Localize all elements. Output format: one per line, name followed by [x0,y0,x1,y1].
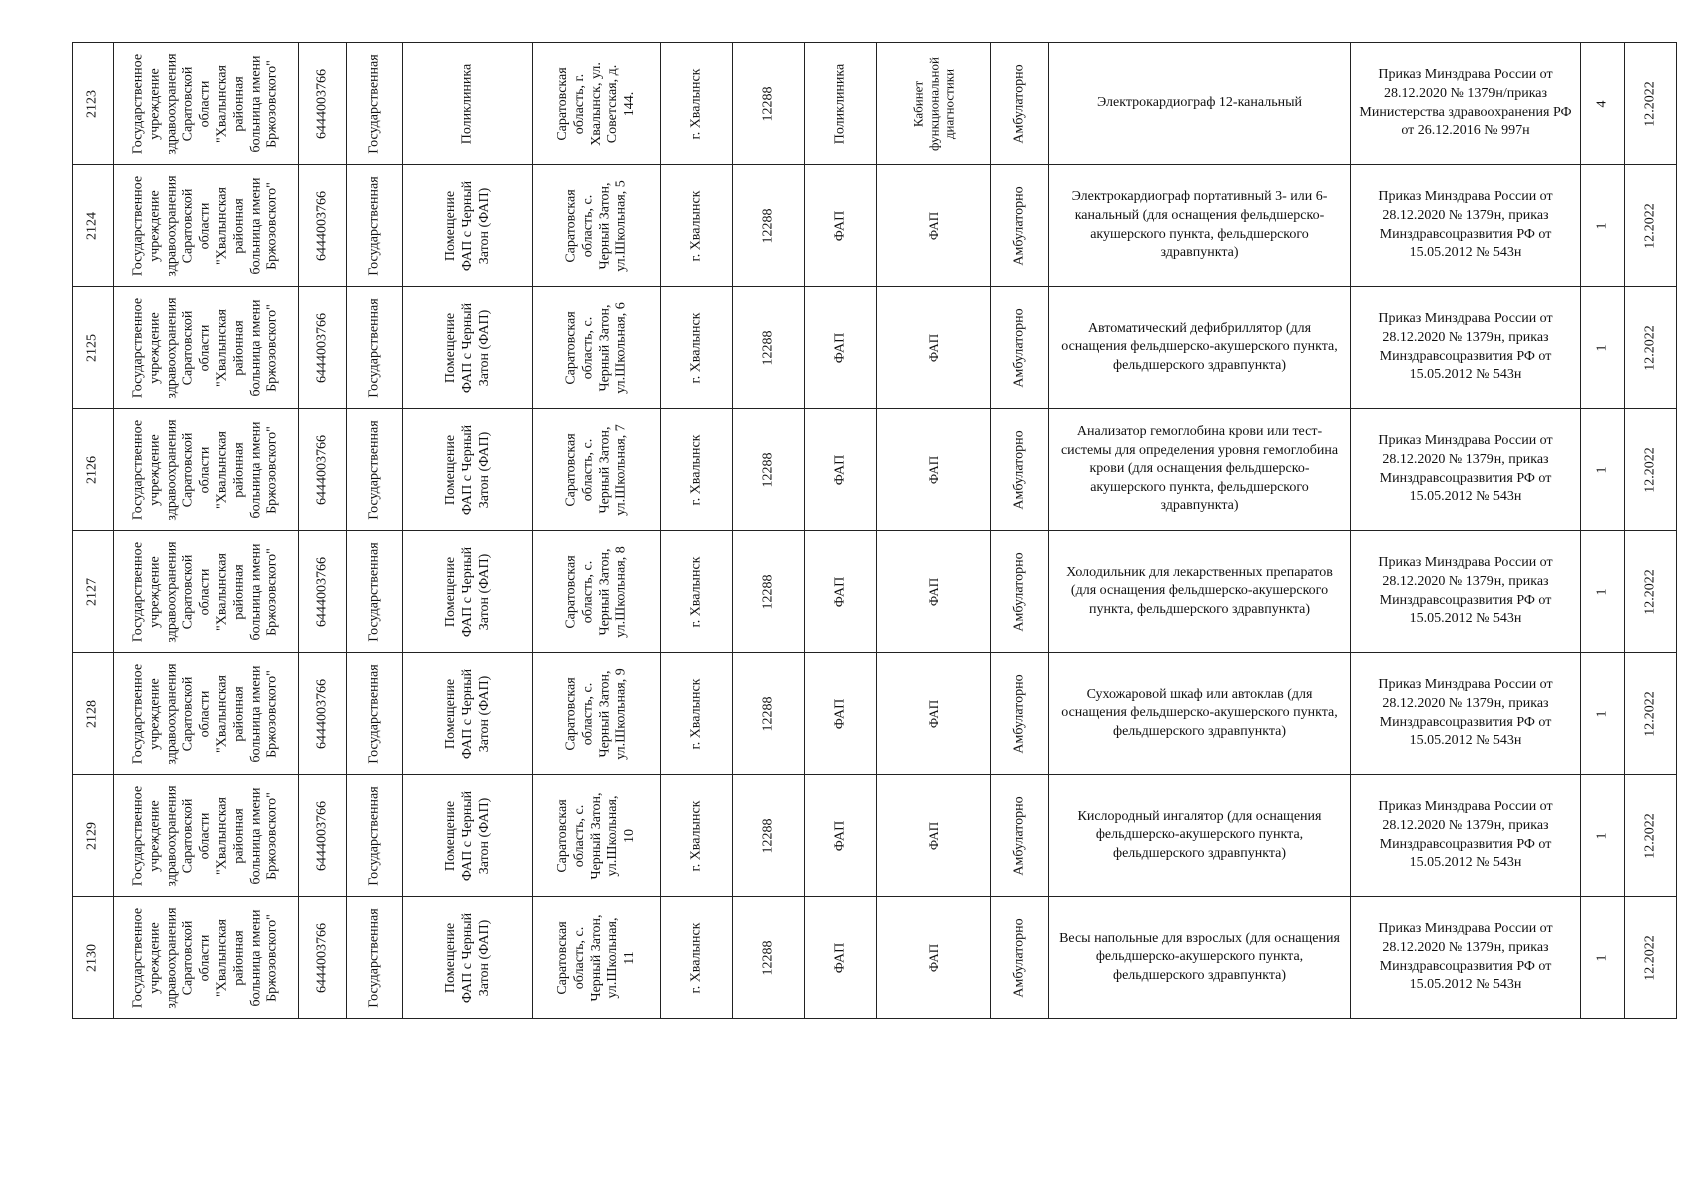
cell-code [732,774,805,897]
address-text: Саратовская область, г. Хвалынск, ул. Советская, д. 144. [554,61,637,146]
inn-text: 6444003766 [314,678,330,749]
unit-text: Поликлиника [459,63,475,144]
org-text: Государственное учреждение здравоохранения Саратовской области "Хвалынская районная больница имени Бржозовского" [130,174,280,277]
cell-org [113,774,299,897]
device-text: Анализатор гемоглобина крови или тест-системы для определения уровня гемоглобина крови (для оснащения фельдшерско-акушерского пункта, фельдшерского здравпункта) [1060,423,1339,514]
unit-text: Помещение ФАП с Черный Затон (ФАП) [442,790,491,881]
cell-locality [660,896,733,1019]
cell-department [876,164,991,287]
cell-device [1048,530,1351,653]
cell-unit-type [804,42,877,165]
cell-org [113,42,299,165]
cell-code [732,652,805,775]
ownership-text: Государственная [366,175,382,276]
qty-text: 1 [1594,954,1610,961]
cell-locality [660,408,733,531]
device-text: Электрокардиограф 12-канальный [1097,95,1302,111]
unit-type-text: ФАП [832,210,848,241]
cell-num [72,530,114,653]
cell-qty [1580,286,1625,409]
ownership-text: Государственная [366,297,382,398]
cell-num [72,164,114,287]
cell-conditions [990,774,1049,897]
address-text: Саратовская область, с. Черный Затон, ул.Школьная, 11 [554,914,637,1001]
cell-conditions [990,652,1049,775]
unit-type-text: ФАП [832,454,848,485]
conditions-text: Амбулаторно [1011,63,1027,144]
conditions-text: Амбулаторно [1011,551,1027,632]
address-text: Саратовская область, с. Черный Затон, ул.Школьная, 7 [562,423,629,516]
cell-address [532,530,661,653]
code-text: 12288 [760,574,776,609]
locality-text: г. Хвалынск [688,68,704,139]
department-text: ФАП [925,699,941,728]
ownership-text: Государственная [366,907,382,1008]
department-text: ФАП [925,211,941,240]
cell-unit [402,652,533,775]
cell-org [113,896,299,1019]
cell-inn [298,530,347,653]
cell-unit [402,530,533,653]
unit-text: Помещение ФАП с Черный Затон (ФАП) [442,424,491,515]
unit-type-text: ФАП [832,942,848,973]
cell-device [1048,774,1351,897]
cell-ownership [346,42,403,165]
org-text: Государственное учреждение здравоохранения Саратовской области "Хвалынская районная больница имени Бржозовского" [130,784,280,887]
unit-text: Помещение ФАП с Черный Затон (ФАП) [442,546,491,637]
cell-order [1350,408,1581,531]
cell-order [1350,164,1581,287]
ownership-text: Государственная [366,419,382,520]
num-text: 2130 [84,943,100,972]
locality-text: г. Хвалынск [688,678,704,749]
cell-unit-type [804,652,877,775]
cell-date [1624,286,1677,409]
department-text: ФАП [925,333,941,362]
address-text: Саратовская область, с. Черный Затон, ул.Школьная, 6 [562,301,629,394]
cell-locality [660,42,733,165]
order-text: Приказ Минздрава России от 28.12.2020 № 1379н, приказ Минздравсоцразвития РФ от 15.05.2012 № 543н [1378,311,1553,383]
cell-unit-type [804,286,877,409]
cell-address [532,774,661,897]
cell-address [532,652,661,775]
cell-org [113,530,299,653]
cell-code [732,530,805,653]
code-text: 12288 [760,330,776,365]
cell-conditions [990,530,1049,653]
cell-locality [660,164,733,287]
cell-inn [298,164,347,287]
cell-date [1624,774,1677,897]
cell-device [1048,652,1351,775]
cell-inn [298,774,347,897]
org-text: Государственное учреждение здравоохранения Саратовской области "Хвалынская районная больница имени Бржозовского" [130,52,280,155]
date-text: 12.2022 [1642,202,1658,249]
org-text: Государственное учреждение здравоохранения Саратовской области "Хвалынская районная больница имени Бржозовского" [130,906,280,1009]
date-text: 12.2022 [1642,446,1658,493]
cell-department [876,774,991,897]
inn-text: 6444003766 [314,190,330,261]
cell-address [532,286,661,409]
cell-ownership [346,408,403,531]
unit-text: Помещение ФАП с Черный Затон (ФАП) [442,912,491,1003]
order-text: Приказ Минздрава России от 28.12.2020 № 1379н/приказ Министерства здравоохранения РФ от 26.12.2016 № 997н [1359,67,1572,139]
cell-inn [298,42,347,165]
cell-qty [1580,530,1625,653]
cell-date [1624,530,1677,653]
address-text: Саратовская область, с. Черный Затон, ул.Школьная, 8 [562,545,629,638]
org-text: Государственное учреждение здравоохранения Саратовской области "Хвалынская районная больница имени Бржозовского" [130,296,280,399]
locality-text: г. Хвалынск [688,434,704,505]
cell-order [1350,530,1581,653]
cell-locality [660,286,733,409]
cell-code [732,896,805,1019]
cell-org [113,286,299,409]
inn-text: 6444003766 [314,556,330,627]
cell-address [532,164,661,287]
conditions-text: Амбулаторно [1011,795,1027,876]
cell-device [1048,896,1351,1019]
cell-unit [402,286,533,409]
org-text: Государственное учреждение здравоохранения Саратовской области "Хвалынская районная больница имени Бржозовского" [130,540,280,643]
cell-unit-type [804,896,877,1019]
cell-qty [1580,652,1625,775]
cell-department [876,286,991,409]
cell-unit-type [804,408,877,531]
cell-order [1350,774,1581,897]
unit-text: Помещение ФАП с Черный Затон (ФАП) [442,302,491,393]
cell-unit [402,896,533,1019]
department-text: ФАП [925,577,941,606]
cell-ownership [346,530,403,653]
department-text: ФАП [925,821,941,850]
date-text: 12.2022 [1642,690,1658,737]
cell-unit [402,164,533,287]
address-text: Саратовская область, с. Черный Затон, ул.Школьная, 5 [562,179,629,272]
conditions-text: Амбулаторно [1011,673,1027,754]
inn-text: 6444003766 [314,68,330,139]
order-text: Приказ Минздрава России от 28.12.2020 № 1379н, приказ Минздравсоцразвития РФ от 15.05.2012 № 543н [1378,433,1553,505]
cell-conditions [990,408,1049,531]
date-text: 12.2022 [1642,934,1658,981]
order-text: Приказ Минздрава России от 28.12.2020 № 1379н, приказ Минздравсоцразвития РФ от 15.05.2012 № 543н [1378,921,1553,993]
address-text: Саратовская область, с. Черный Затон, ул.Школьная, 10 [554,792,637,879]
cell-num [72,42,114,165]
code-text: 12288 [760,86,776,121]
cell-org [113,652,299,775]
cell-date [1624,408,1677,531]
code-text: 12288 [760,818,776,853]
cell-conditions [990,164,1049,287]
conditions-text: Амбулаторно [1011,429,1027,510]
num-text: 2123 [84,89,100,118]
cell-ownership [346,774,403,897]
ownership-text: Государственная [366,541,382,642]
cell-order [1350,652,1581,775]
locality-text: г. Хвалынск [688,922,704,993]
cell-order [1350,286,1581,409]
code-text: 12288 [760,696,776,731]
org-text: Государственное учреждение здравоохранения Саратовской области "Хвалынская районная больница имени Бржозовского" [130,418,280,521]
conditions-text: Амбулаторно [1011,185,1027,266]
cell-qty [1580,896,1625,1019]
device-text: Холодильник для лекарственных препаратов (для оснащения фельдшерско-акушерского пункта, фельдшерского здравпункта) [1066,564,1333,617]
order-text: Приказ Минздрава России от 28.12.2020 № 1379н, приказ Минздравсоцразвития РФ от 15.05.2012 № 543н [1378,555,1553,627]
cell-order [1350,896,1581,1019]
cell-date [1624,42,1677,165]
cell-address [532,408,661,531]
cell-locality [660,652,733,775]
qty-text: 1 [1594,344,1610,351]
qty-text: 1 [1594,588,1610,595]
cell-ownership [346,164,403,287]
locality-text: г. Хвалынск [688,556,704,627]
cell-unit [402,408,533,531]
unit-type-text: Поликлиника [832,63,848,144]
cell-locality [660,530,733,653]
qty-text: 4 [1594,100,1610,107]
code-text: 12288 [760,940,776,975]
cell-num [72,896,114,1019]
cell-order [1350,42,1581,165]
cell-unit [402,774,533,897]
num-text: 2125 [84,333,100,362]
department-text: ФАП [925,943,941,972]
cell-unit-type [804,530,877,653]
cell-qty [1580,774,1625,897]
cell-ownership [346,652,403,775]
device-text: Автоматический дефибриллятор (для оснащения фельдшерско-акушерского пункта, фельдшерского здравпункта) [1061,320,1338,373]
qty-text: 1 [1594,466,1610,473]
cell-conditions [990,896,1049,1019]
cell-qty [1580,408,1625,531]
num-text: 2129 [84,821,100,850]
cell-address [532,42,661,165]
code-text: 12288 [760,208,776,243]
department-text: Кабинет функциональной диагностики [910,56,957,151]
cell-unit [402,42,533,165]
code-text: 12288 [760,452,776,487]
cell-inn [298,286,347,409]
device-text: Весы напольные для взрослых (для оснащения фельдшерско-акушерского пункта, фельдшерского здравпункта) [1059,930,1340,983]
cell-department [876,652,991,775]
locality-text: г. Хвалынск [688,312,704,383]
cell-code [732,286,805,409]
conditions-text: Амбулаторно [1011,917,1027,998]
cell-conditions [990,286,1049,409]
date-text: 12.2022 [1642,812,1658,859]
cell-qty [1580,164,1625,287]
cell-device [1048,42,1351,165]
cell-conditions [990,42,1049,165]
cell-unit-type [804,164,877,287]
device-text: Электрокардиограф портативный 3- или 6-канальный (для оснащения фельдшерско-акушерского пункта, фельдшерского здравпункта) [1071,189,1328,261]
cell-device [1048,408,1351,531]
cell-department [876,408,991,531]
locality-text: г. Хвалынск [688,190,704,261]
address-text: Саратовская область, с. Черный Затон, ул.Школьная, 9 [562,667,629,760]
qty-text: 1 [1594,832,1610,839]
order-text: Приказ Минздрава России от 28.12.2020 № 1379н, приказ Минздравсоцразвития РФ от 15.05.2012 № 543н [1378,677,1553,749]
cell-locality [660,774,733,897]
unit-text: Помещение ФАП с Черный Затон (ФАП) [442,668,491,759]
num-text: 2124 [84,211,100,240]
cell-inn [298,408,347,531]
cell-unit-type [804,774,877,897]
org-text: Государственное учреждение здравоохранения Саратовской области "Хвалынская районная больница имени Бржозовского" [130,662,280,765]
cell-date [1624,652,1677,775]
cell-department [876,530,991,653]
inn-text: 6444003766 [314,922,330,993]
cell-ownership [346,896,403,1019]
cell-num [72,286,114,409]
unit-type-text: ФАП [832,820,848,851]
locality-text: г. Хвалынск [688,800,704,871]
date-text: 12.2022 [1642,568,1658,615]
unit-type-text: ФАП [832,332,848,363]
num-text: 2126 [84,455,100,484]
cell-ownership [346,286,403,409]
conditions-text: Амбулаторно [1011,307,1027,388]
device-text: Сухожаровой шкаф или автоклав (для оснащения фельдшерско-акушерского пункта, фельдшерского здравпункта) [1061,686,1338,739]
cell-code [732,408,805,531]
date-text: 12.2022 [1642,80,1658,127]
cell-inn [298,896,347,1019]
cell-num [72,652,114,775]
qty-text: 1 [1594,710,1610,717]
ownership-text: Государственная [366,53,382,154]
cell-num [72,774,114,897]
department-text: ФАП [925,455,941,484]
cell-inn [298,652,347,775]
cell-org [113,408,299,531]
cell-code [732,164,805,287]
cell-department [876,896,991,1019]
inn-text: 6444003766 [314,434,330,505]
cell-num [72,408,114,531]
ownership-text: Государственная [366,785,382,886]
cell-address [532,896,661,1019]
cell-date [1624,164,1677,287]
cell-qty [1580,42,1625,165]
num-text: 2128 [84,699,100,728]
date-text: 12.2022 [1642,324,1658,371]
cell-device [1048,286,1351,409]
cell-device [1048,164,1351,287]
cell-org [113,164,299,287]
cell-code [732,42,805,165]
unit-type-text: ФАП [832,698,848,729]
cell-department [876,42,991,165]
inn-text: 6444003766 [314,312,330,383]
device-text: Кислородный ингалятор (для оснащения фельдшерско-акушерского пункта, фельдшерского здравпункта) [1077,808,1322,861]
ownership-text: Государственная [366,663,382,764]
cell-date [1624,896,1677,1019]
unit-type-text: ФАП [832,576,848,607]
order-text: Приказ Минздрава России от 28.12.2020 № 1379н, приказ Минздравсоцразвития РФ от 15.05.2012 № 543н [1378,189,1553,261]
order-text: Приказ Минздрава России от 28.12.2020 № 1379н, приказ Минздравсоцразвития РФ от 15.05.2012 № 543н [1378,799,1553,871]
qty-text: 1 [1594,222,1610,229]
unit-text: Помещение ФАП с Черный Затон (ФАП) [442,180,491,271]
num-text: 2127 [84,577,100,606]
inn-text: 6444003766 [314,800,330,871]
